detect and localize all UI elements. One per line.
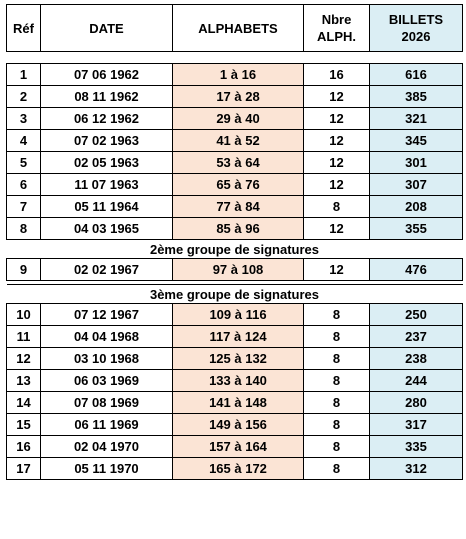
- billets-cell: 321: [370, 108, 463, 130]
- table-row: [7, 130, 463, 152]
- ref-cell: 12: [7, 348, 41, 370]
- date-cell: 02 02 1967: [41, 259, 173, 281]
- group-title-row: [7, 240, 463, 259]
- nbre-alph-cell: 8: [304, 436, 370, 458]
- spacer-row: [7, 52, 463, 64]
- header-date: DATE: [41, 5, 173, 52]
- billets-cell: 238: [370, 348, 463, 370]
- header-billets-line2: 2026: [401, 29, 431, 44]
- nbre-alph-cell: 12: [304, 174, 370, 196]
- table-row: [7, 174, 463, 196]
- table-row: [7, 108, 463, 130]
- nbre-alph-cell: 12: [304, 108, 370, 130]
- table-row: [7, 196, 463, 218]
- alphabets-cell: 65 à 76: [173, 174, 304, 196]
- alphabets-cell: 29 à 40: [173, 108, 304, 130]
- ref-cell: 11: [7, 326, 41, 348]
- date-cell: 06 12 1962: [41, 108, 173, 130]
- header-billets-line1: BILLETS: [388, 12, 444, 27]
- billets-cell: 335: [370, 436, 463, 458]
- billets-cell: 317: [370, 414, 463, 436]
- date-cell: 08 11 1962: [41, 86, 173, 108]
- billets-cell: 237: [370, 326, 463, 348]
- ref-cell: 8: [7, 218, 41, 240]
- header-nbre-alph: [304, 5, 370, 52]
- date-cell: 04 03 1965: [41, 218, 173, 240]
- nbre-alph-cell: 8: [304, 370, 370, 392]
- ref-cell: 5: [7, 152, 41, 174]
- date-cell: 07 12 1967: [41, 304, 173, 326]
- alphabets-cell: 165 à 172: [173, 458, 304, 480]
- nbre-alph-cell: 16: [304, 64, 370, 86]
- table-row: [7, 348, 463, 370]
- header-billets: [370, 5, 463, 52]
- alphabets-cell: 53 à 64: [173, 152, 304, 174]
- alphabets-cell: 125 à 132: [173, 348, 304, 370]
- date-cell: 02 05 1963: [41, 152, 173, 174]
- date-cell: 11 07 1963: [41, 174, 173, 196]
- date-cell: 02 04 1970: [41, 436, 173, 458]
- table-row: [7, 259, 463, 281]
- banknote-table-container: [6, 4, 462, 480]
- alphabets-cell: 77 à 84: [173, 196, 304, 218]
- date-cell: 04 04 1968: [41, 326, 173, 348]
- spacer-cell: [7, 52, 463, 64]
- billets-cell: 476: [370, 259, 463, 281]
- nbre-alph-cell: 12: [304, 86, 370, 108]
- ref-cell: 13: [7, 370, 41, 392]
- ref-cell: 2: [7, 86, 41, 108]
- nbre-alph-cell: 8: [304, 326, 370, 348]
- table-row: [7, 436, 463, 458]
- alphabets-cell: 109 à 116: [173, 304, 304, 326]
- alphabets-cell: 17 à 28: [173, 86, 304, 108]
- nbre-alph-cell: 12: [304, 259, 370, 281]
- billets-cell: 250: [370, 304, 463, 326]
- alphabets-cell: 133 à 140: [173, 370, 304, 392]
- table-row: [7, 152, 463, 174]
- nbre-alph-cell: 8: [304, 458, 370, 480]
- table-row: [7, 326, 463, 348]
- table-row: [7, 86, 463, 108]
- billets-cell: 280: [370, 392, 463, 414]
- billets-cell: 301: [370, 152, 463, 174]
- header-nbre-line2: ALPH.: [317, 29, 356, 44]
- nbre-alph-cell: 8: [304, 392, 370, 414]
- alphabets-cell: 1 à 16: [173, 64, 304, 86]
- table-row: [7, 304, 463, 326]
- alphabets-cell: 117 à 124: [173, 326, 304, 348]
- group-title: 2ème groupe de signatures: [7, 240, 463, 259]
- date-cell: 05 11 1964: [41, 196, 173, 218]
- ref-cell: 3: [7, 108, 41, 130]
- ref-cell: 16: [7, 436, 41, 458]
- alphabets-cell: 41 à 52: [173, 130, 304, 152]
- group-title: 3ème groupe de signatures: [7, 285, 463, 304]
- date-cell: 06 11 1969: [41, 414, 173, 436]
- billets-cell: 385: [370, 86, 463, 108]
- date-cell: 05 11 1970: [41, 458, 173, 480]
- ref-cell: 4: [7, 130, 41, 152]
- nbre-alph-cell: 12: [304, 130, 370, 152]
- ref-cell: 17: [7, 458, 41, 480]
- table-row: [7, 392, 463, 414]
- ref-cell: 7: [7, 196, 41, 218]
- alphabets-cell: 85 à 96: [173, 218, 304, 240]
- nbre-alph-cell: 8: [304, 196, 370, 218]
- header-nbre-line1: Nbre: [321, 12, 352, 27]
- billets-cell: 355: [370, 218, 463, 240]
- billets-cell: 345: [370, 130, 463, 152]
- table-row: [7, 218, 463, 240]
- billets-cell: 616: [370, 64, 463, 86]
- header-alphabets: ALPHABETS: [173, 5, 304, 52]
- table-row: [7, 64, 463, 86]
- table-body: [7, 52, 463, 480]
- date-cell: 07 02 1963: [41, 130, 173, 152]
- table-row: [7, 414, 463, 436]
- banknote-issues-table: [6, 4, 463, 480]
- ref-cell: 6: [7, 174, 41, 196]
- billets-cell: 312: [370, 458, 463, 480]
- date-cell: 06 03 1969: [41, 370, 173, 392]
- nbre-alph-cell: 8: [304, 348, 370, 370]
- group-title-row: [7, 285, 463, 304]
- ref-cell: 15: [7, 414, 41, 436]
- date-cell: 03 10 1968: [41, 348, 173, 370]
- ref-cell: 9: [7, 259, 41, 281]
- nbre-alph-cell: 12: [304, 152, 370, 174]
- alphabets-cell: 97 à 108: [173, 259, 304, 281]
- ref-cell: 1: [7, 64, 41, 86]
- table-row: [7, 458, 463, 480]
- nbre-alph-cell: 8: [304, 414, 370, 436]
- date-cell: 07 08 1969: [41, 392, 173, 414]
- billets-cell: 307: [370, 174, 463, 196]
- nbre-alph-cell: 12: [304, 218, 370, 240]
- ref-cell: 10: [7, 304, 41, 326]
- nbre-alph-cell: 8: [304, 304, 370, 326]
- date-cell: 07 06 1962: [41, 64, 173, 86]
- alphabets-cell: 149 à 156: [173, 414, 304, 436]
- ref-cell: 14: [7, 392, 41, 414]
- header-row: [7, 5, 463, 52]
- header-ref: Réf: [7, 5, 41, 52]
- billets-cell: 244: [370, 370, 463, 392]
- billets-cell: 208: [370, 196, 463, 218]
- alphabets-cell: 141 à 148: [173, 392, 304, 414]
- alphabets-cell: 157 à 164: [173, 436, 304, 458]
- table-row: [7, 370, 463, 392]
